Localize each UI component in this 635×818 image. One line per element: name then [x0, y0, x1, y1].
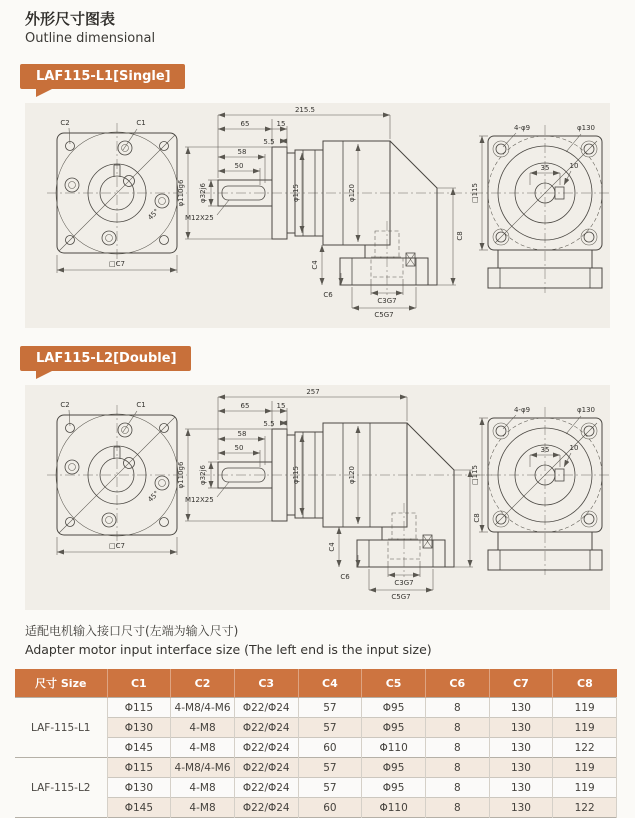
- front-view: [47, 119, 187, 273]
- col-header-c2: C2: [171, 669, 235, 698]
- adapter-note-zh: 适配电机输入接口尺寸(左端为输入尺寸): [25, 624, 239, 638]
- rear-view: [471, 406, 609, 575]
- cell: 4-M8/4-M6: [171, 758, 235, 778]
- label-shaft-dia: φ32j6: [199, 465, 207, 485]
- group-name-l2: LAF-115-L2: [15, 758, 107, 818]
- label-50: 50: [234, 162, 244, 170]
- cell: 130: [489, 798, 553, 818]
- cell: Φ110: [362, 798, 426, 818]
- cell: Φ95: [362, 718, 426, 738]
- label-dia120: φ120: [348, 466, 356, 484]
- label-c7: □C7: [109, 542, 125, 550]
- label-square115: □115: [471, 465, 479, 485]
- cell: 60: [298, 798, 362, 818]
- cell: 60: [298, 738, 362, 758]
- cell: 57: [298, 718, 362, 738]
- cell: 57: [298, 758, 362, 778]
- label-dia130: φ130: [577, 124, 595, 132]
- cell: 4-M8: [171, 798, 235, 818]
- cell: Φ22/Φ24: [234, 738, 298, 758]
- cell: 4-M8: [171, 718, 235, 738]
- col-header-c1: C1: [107, 669, 171, 698]
- section-banner-l2-label: LAF115-L2[Double]: [36, 351, 177, 366]
- label-c8: C8: [473, 513, 481, 523]
- label-c2: C2: [60, 119, 70, 127]
- label-4holes: 4-φ9: [513, 406, 531, 414]
- label-c8: C8: [456, 231, 464, 241]
- page-subtitle: Outline dimensional: [25, 31, 156, 46]
- label-c1: C1: [136, 401, 146, 409]
- table-row: [15, 758, 617, 778]
- cell: Φ22/Φ24: [234, 758, 298, 778]
- label-5-5: 5.5: [263, 420, 275, 428]
- label-dia115: φ115: [292, 184, 300, 202]
- cell: Φ22/Φ24: [234, 778, 298, 798]
- side-view: [177, 106, 475, 319]
- side-view: [177, 388, 492, 601]
- label-pilot-dia: φ110g6: [177, 179, 185, 207]
- banner-tail: [36, 89, 52, 97]
- cell: 8: [425, 698, 489, 718]
- section-banner-l1-label: LAF115-L1[Single]: [36, 69, 171, 84]
- label-15: 15: [276, 402, 286, 410]
- label-65: 65: [240, 402, 250, 410]
- label-5-5: 5.5: [263, 138, 275, 146]
- label-c3g7: C3G7: [394, 579, 414, 587]
- label-58: 58: [237, 430, 247, 438]
- section-banner-l1: [20, 64, 185, 89]
- label-dia120: φ120: [348, 184, 356, 202]
- page-title: 外形尺寸图表: [25, 10, 116, 28]
- cell: Φ145: [107, 738, 171, 758]
- cell: 4-M8/4-M6: [171, 698, 235, 718]
- drawing-l1: [25, 103, 610, 328]
- label-thread: M12X25: [185, 214, 214, 222]
- cell: 130: [489, 718, 553, 738]
- drawing-l2: [25, 385, 610, 610]
- dimensions-table: [15, 669, 617, 818]
- cell: Φ95: [362, 778, 426, 798]
- cell: 119: [553, 778, 617, 798]
- col-header-c8: C8: [553, 669, 617, 698]
- cell: 119: [553, 698, 617, 718]
- cell: Φ22/Φ24: [234, 698, 298, 718]
- label-c5g7: C5G7: [374, 311, 394, 319]
- label-total: 257: [306, 388, 320, 396]
- label-50: 50: [234, 444, 244, 452]
- label-10: 10: [569, 162, 579, 170]
- label-total: 215.5: [294, 106, 316, 114]
- drawing-panel-l1: [25, 103, 610, 328]
- table-row: [15, 698, 617, 718]
- col-header-c7: C7: [489, 669, 553, 698]
- front-view: [47, 401, 187, 555]
- cell: 4-M8: [171, 738, 235, 758]
- label-pilot-dia: φ110g6: [177, 461, 185, 489]
- cell: 8: [425, 758, 489, 778]
- label-45deg: 45°: [146, 489, 161, 504]
- cell: Φ130: [107, 718, 171, 738]
- cell: 119: [553, 718, 617, 738]
- cell: Φ22/Φ24: [234, 798, 298, 818]
- banner-tail: [36, 371, 52, 379]
- label-c4: C4: [328, 542, 336, 552]
- cell: 130: [489, 698, 553, 718]
- cell: 130: [489, 738, 553, 758]
- adapter-note-en: Adapter motor input interface size (The left end is the input size): [25, 642, 432, 657]
- rear-view: [471, 124, 609, 293]
- cell: 8: [425, 718, 489, 738]
- label-45deg: 45°: [146, 207, 161, 222]
- cell: 8: [425, 778, 489, 798]
- label-58: 58: [237, 148, 247, 156]
- label-square115: □115: [471, 183, 479, 203]
- drawing-panel-l2: [25, 385, 610, 610]
- cell: Φ95: [362, 758, 426, 778]
- label-4holes: 4-φ9: [513, 124, 531, 132]
- label-15: 15: [276, 120, 286, 128]
- cell: Φ115: [107, 698, 171, 718]
- label-shaft-dia: φ32j6: [199, 183, 207, 203]
- col-header-c4: C4: [298, 669, 362, 698]
- label-c7: □C7: [109, 260, 125, 268]
- label-35: 35: [540, 446, 550, 454]
- label-c1: C1: [136, 119, 146, 127]
- col-header-size: 尺寸 Size: [15, 669, 107, 698]
- cell: 57: [298, 778, 362, 798]
- cell: 119: [553, 758, 617, 778]
- label-10: 10: [569, 444, 579, 452]
- cell: 130: [489, 778, 553, 798]
- label-c3g7: C3G7: [377, 297, 397, 305]
- cell: Φ22/Φ24: [234, 718, 298, 738]
- cell: 8: [425, 798, 489, 818]
- label-c6: C6: [323, 291, 333, 299]
- label-c4: C4: [311, 260, 319, 270]
- col-header-c6: C6: [425, 669, 489, 698]
- cell: Φ145: [107, 798, 171, 818]
- cell: 8: [425, 738, 489, 758]
- section-banner-l2: [20, 346, 191, 371]
- table-header-row: [15, 669, 617, 698]
- adapter-note: [25, 622, 635, 657]
- label-c6: C6: [340, 573, 350, 581]
- label-thread: M12X25: [185, 496, 214, 504]
- label-c2: C2: [60, 401, 70, 409]
- label-dia130: φ130: [577, 406, 595, 414]
- cell: Φ130: [107, 778, 171, 798]
- col-header-c3: C3: [234, 669, 298, 698]
- cell: Φ115: [107, 758, 171, 778]
- cell: 57: [298, 698, 362, 718]
- group-name-l1: LAF-115-L1: [15, 698, 107, 758]
- cell: 130: [489, 758, 553, 778]
- label-35: 35: [540, 164, 550, 172]
- label-dia115: φ115: [292, 466, 300, 484]
- cell: 122: [553, 738, 617, 758]
- label-c5g7: C5G7: [391, 593, 411, 601]
- cell: Φ110: [362, 738, 426, 758]
- label-65: 65: [240, 120, 250, 128]
- cell: 4-M8: [171, 778, 235, 798]
- cell: 122: [553, 798, 617, 818]
- cell: Φ95: [362, 698, 426, 718]
- col-header-c5: C5: [362, 669, 426, 698]
